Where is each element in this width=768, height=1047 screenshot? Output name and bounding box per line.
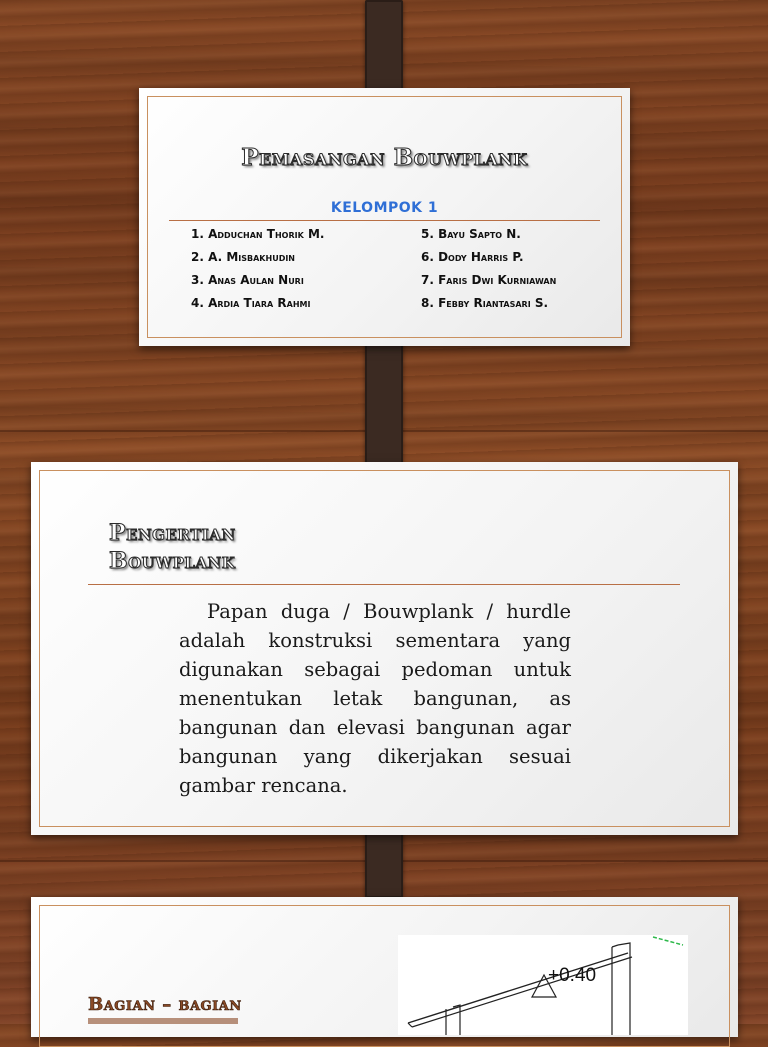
member-item: 2. A. Misbakhudin <box>191 250 296 264</box>
member-item: 6. Dody Harris P. <box>421 250 524 264</box>
title-slide-card <box>139 88 630 346</box>
definition-slide-card <box>31 462 738 835</box>
group-label: KELOMPOK 1 <box>330 200 439 216</box>
member-item: 4. Ardia Tiara Rahmi <box>191 296 311 310</box>
member-item: 1. Adduchan Thorik M. <box>191 227 325 241</box>
section-title-line1: Pengertian <box>109 520 236 546</box>
title-divider <box>169 220 600 221</box>
section-divider <box>88 584 680 585</box>
bouwplank-diagram <box>398 935 688 1035</box>
member-item: 3. Anas Aulan Nuri <box>191 273 304 287</box>
parts-title-line2-fragment <box>88 1018 238 1024</box>
section-title-line2: Bouwplank <box>109 548 236 574</box>
elevation-label: +0.40 <box>548 965 597 986</box>
strap-middle <box>365 330 403 480</box>
parts-slide-card <box>31 897 738 1037</box>
member-item: 7. Faris Dwi Kurniawan <box>421 273 557 287</box>
member-item: 8. Febby Riantasari S. <box>421 296 549 310</box>
parts-title: Bagian – bagian <box>88 994 242 1015</box>
member-item: 5. Bayu Sapto N. <box>421 227 521 241</box>
definition-paragraph: Papan duga / Bouwplank / hurdle adalah konstruksi sementara yang digunakan sebagai pedoman untuk menentukan letak bangunan, as bangunan dan elevasi bangunan agar bangunan yang dikerjakan sesuai gambar rencana. <box>179 600 571 797</box>
presentation-title: Pemasangan Bouwplank <box>241 144 528 171</box>
